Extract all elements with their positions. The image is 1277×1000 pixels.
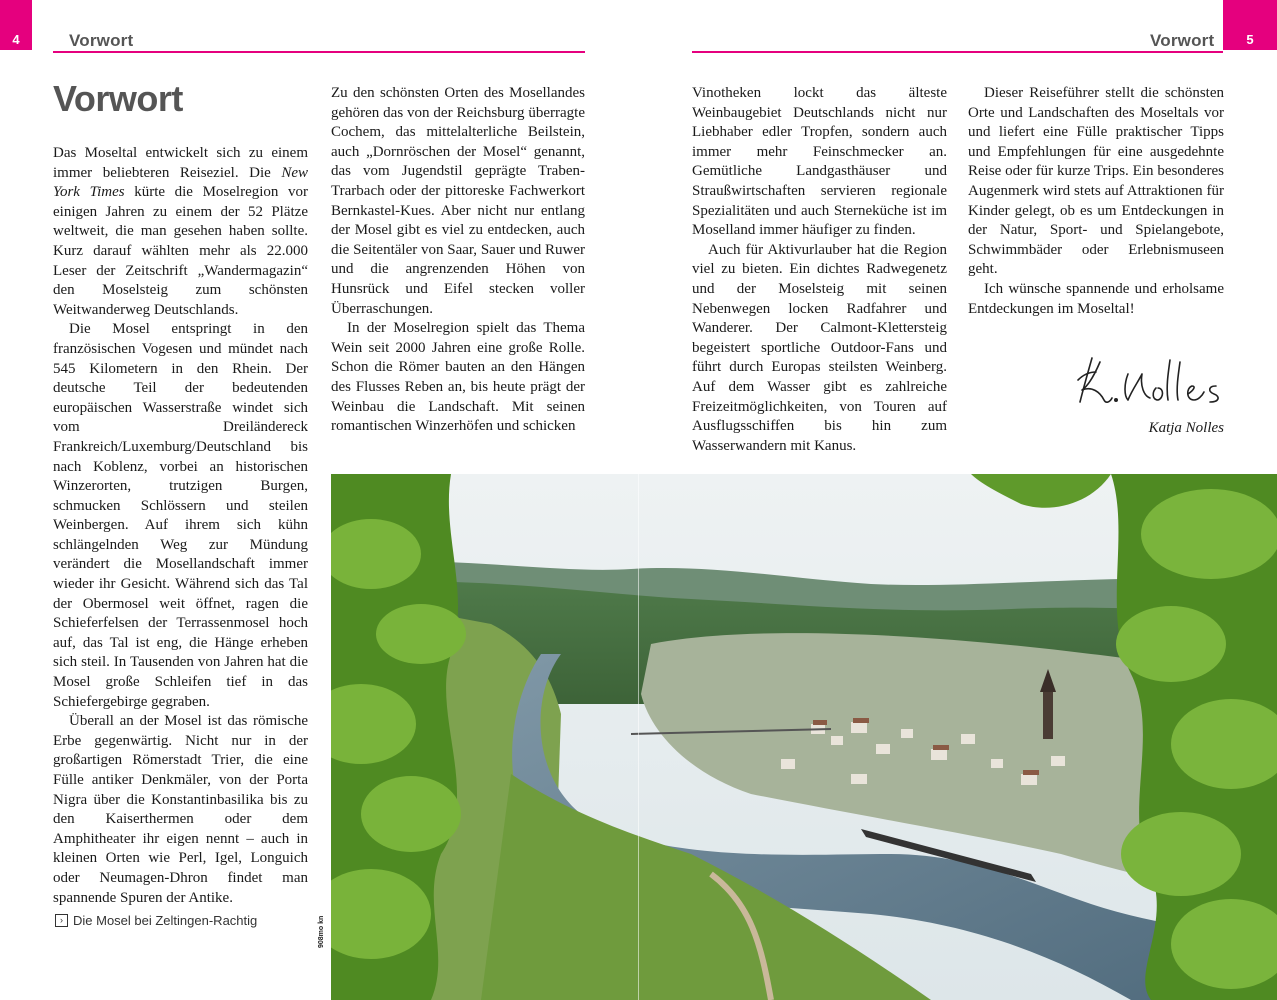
author-name: Katja Nolles	[1148, 420, 1224, 436]
text-column-2	[331, 84, 585, 437]
text-column-1	[53, 144, 308, 908]
page-title: Vorwort	[53, 78, 183, 119]
text-run: Das Moseltal entwickelt sich zu einem immer beliebteren Reiseziel. Die	[53, 145, 308, 181]
text-run: kürte die Moselregion vor einigen Jahren zu einem der 52 Plätze weltweit, die man gesehen haben sollte. Kurz darauf wählten mehr als 22.000 Leser der Zeitschrift „Wandermagazin“ den Moselsteig zum schönsten Weitwanderweg Deutschlands.	[53, 184, 308, 318]
signature-image	[1070, 350, 1230, 410]
running-head-right: Vorwort	[1150, 31, 1215, 50]
caption-text: Die Mosel bei Zeltingen-Rachtig	[73, 913, 258, 928]
page-number-left: 4	[0, 0, 32, 50]
paragraph: Ich wünsche spannende und erholsame Entdeckungen im Moseltal!	[968, 280, 1224, 317]
running-head-left: Vorwort	[69, 31, 134, 50]
paragraph: Zu den schönsten Orten des Mosellandes gehören das von der Reichsburg überragte Cochem, das mittelalterliche Beilstein, auch „Dornröschen der Mosel“ genannt, das vom Jugendstil geprägte Traben-Trarbach oder der pittoreske Fachwerkort Bernkastel-Kues. Aber nicht nur entlang der Mosel gibt es viel zu entdecken, auch die Seitentäler von Saar, Sauer und Ruwer und die angrenzenden Höhen von Hunsrück und Eifel stecken voller Überraschungen.	[331, 85, 585, 317]
paragraph: In der Moselregion spielt das Thema Wein seit 2000 Jahren eine große Rolle. Schon die Römer bauten an den Hängen des Flusses Reben an, bis heute prägt der Weinbau die Landschaft. Mit seinen romantischen Winzerhöfen und schicken	[331, 320, 585, 435]
photo-caption	[55, 913, 257, 928]
photo-credit: 908mo kn	[318, 915, 325, 948]
paragraph: Dieser Reiseführer stellt die schönsten Orte und Landschaften des Moseltals vor und liefert eine Fülle praktischer Tipps und Empfehlungen für eine ausgedehnte Reise oder für kurze Trips. Ein besonderes Augenmerk wird stets auf Attraktionen für Kinder gelegt, ob es um Entdeckungen in der Natur, Sport- und Spielangebote, Schwimmbäder oder Erlebnismuseen geht.	[968, 85, 1224, 278]
page-gutter	[638, 474, 639, 1000]
paragraph: Überall an der Mosel ist das römische Erbe gegenwärtig. Nicht nur in der großartigen Römerstadt Trier, die eine Fülle antiker Denkmäler, von der Porta Nigra über die Konstantinbasilika bis zu den Kaiserthermen oder dem Amphitheater ihr eigen nennt – auch in kleinen Orten wie Perl, Igel, Longuich oder Neumagen-Dhron findet man spannende Spuren der Antike.	[53, 713, 308, 906]
header-rule-right	[692, 51, 1223, 53]
emphasis-text: New York Times	[53, 164, 308, 201]
paragraph: Auch für Aktivurlauber hat die Region viel zu bieten. Ein dichtes Radwegenetz und der Moselsteig mit seinen Nebenwegen locken Radfahrer und Wanderer. Der Calmont-Klettersteig begeistert sportliche Outdoor-Fans und führt durch Europas steilsten Weinberg. Auf dem Wasser gibt es zahlreiche Freizeitmöglichkeiten, von Touren auf Ausflugsschiffen bis hin zum Wasserwandern mit Kanus.	[692, 241, 947, 454]
page-number-right: 5	[1223, 0, 1277, 50]
text-column-4	[968, 84, 1224, 319]
text-column-3	[692, 84, 947, 456]
arrow-box-icon: ›	[55, 914, 68, 927]
paragraph: Die Mosel entspringt in den französischen Vogesen und mündet nach 545 Kilometern in den Rhein. Der deutsche Teil der bedeutenden europäischen Wasserstraße windet sich vom Dreiländereck Frankreich/Luxemburg/Deutschland bis nach Koblenz, vorbei an historischen Winzerorten, trutzigen Burgen, schmucken Schlössern und steilen Weinbergen. Auf ihrem sich kühn schlängelnden Weg zur Mündung verändert die Mosellandschaft immer wieder ihr Gesicht. Während sich das Tal der Obermosel weit öffnet, ragen die Schieferfelsen der Terrassenmosel hoch auf, das Tal ist eng, die Hänge erheben sich steil. In Tausenden von Jahren hat die Mosel große Schleifen tief in das Schiefergebirge gegraben.	[53, 321, 308, 710]
paragraph: Vinotheken lockt das älteste Weinbaugebiet Deutschlands nicht nur Liebhaber edler Tropfen, sondern auch immer mehr Feinschmecker an. Gemütliche Landgasthäuser und Straußwirtschaften servieren regionale Spezialitäten und auch Sterneküche ist im Moselland immer häufiger zu finden.	[692, 85, 947, 239]
paragraph	[53, 144, 308, 320]
moselle-landscape-photo	[331, 474, 1277, 1000]
header-rule-left	[53, 51, 585, 53]
